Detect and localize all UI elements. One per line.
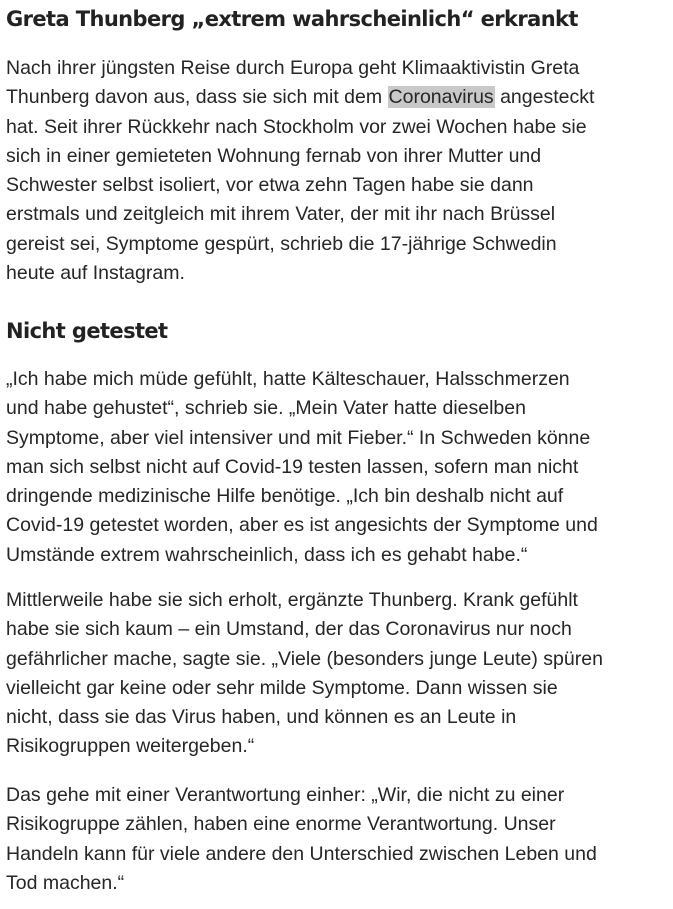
paragraph-line: erstmals und zeitgleich mit ihrem Vater, der mit ihr nach Brüssel	[6, 203, 556, 226]
article-headline: Greta Thunberg „extrem wahrscheinlich“ erkrankt	[6, 7, 578, 31]
paragraph-line: Umstände extrem wahrscheinlich, dass ich es gehabt habe.“	[6, 543, 528, 566]
paragraph-line: Tod machen.“	[6, 871, 125, 894]
paragraph-line: Mittlerweile habe sie sich erholt, ergänzte Thunberg. Krank gefühlt	[6, 589, 578, 611]
paragraph-line: gefährlicher mache, sagte sie. „Viele (besonders junge Leute) spüren	[6, 647, 603, 670]
paragraph-line: Risikogruppen weitergeben.“	[6, 735, 255, 758]
paragraph-line: Risikogruppe zählen, haben eine enorme Verantwortung. Unser	[6, 813, 556, 836]
paragraph-line: Covid-19 getestet worden, aber es ist angesichts der Symptome und	[6, 514, 598, 537]
article-paragraph-3	[6, 586, 670, 762]
paragraph-line: nicht, dass sie das Virus haben, und können es an Leute in	[6, 706, 517, 729]
line-text: angesteckt	[494, 86, 595, 109]
paragraph-line: hat. Seit ihrer Rückkehr nach Stockholm vor zwei Wochen habe sie	[6, 115, 587, 138]
paragraph-line: vielleicht gar keine oder sehr milde Symptome. Dann wissen sie	[6, 676, 558, 699]
article-paragraph-4	[6, 781, 670, 898]
paragraph-line: und habe gehustet“, schrieb sie. „Mein Vater hatte dieselben	[6, 397, 526, 420]
paragraph-line: heute auf Instagram.	[6, 262, 185, 285]
paragraph-line: Symptome, aber viel intensiver und mit Fieber.“ In Schweden könne	[6, 426, 591, 449]
article-subheading: Nicht getestet	[6, 319, 168, 343]
paragraph-line: Das gehe mit einer Verantwortung einher: „Wir, die nicht zu einer	[6, 784, 565, 806]
paragraph-line: dringende medizinische Hilfe benötige. „Ich bin deshalb nicht auf	[6, 485, 564, 508]
line-text: Thunberg davon aus, dass sie sich mit dem	[6, 86, 388, 109]
paragraph-line: Nach ihrer jüngsten Reise durch Europa geht Klimaaktivistin Greta	[6, 57, 580, 79]
paragraph-line	[6, 83, 670, 112]
paragraph-line: sich in einer gemieteten Wohnung fernab von ihrer Mutter und	[6, 144, 542, 167]
article-paragraph-2	[6, 365, 670, 570]
paragraph-line: Schwester selbst isoliert, vor etwa zehn Tagen habe sie dann	[6, 174, 534, 197]
paragraph-line: habe sie sich kaum – ein Umstand, der das Coronavirus nur noch	[6, 618, 572, 641]
paragraph-line: man sich selbst nicht auf Covid-19 testen lassen, sofern man nicht	[6, 455, 579, 478]
paragraph-line: Handeln kann für viele andere den Unterschied zwischen Leben und	[6, 842, 597, 865]
article-paragraph-1	[6, 54, 670, 288]
paragraph-line: gereist sei, Symptome gespürt, schrieb die 17-jährige Schwedin	[6, 232, 557, 255]
highlighted-term[interactable]: Coronavirus	[388, 86, 494, 109]
paragraph-line: „Ich habe mich müde gefühlt, hatte Kälteschauer, Halsschmerzen	[6, 368, 570, 390]
